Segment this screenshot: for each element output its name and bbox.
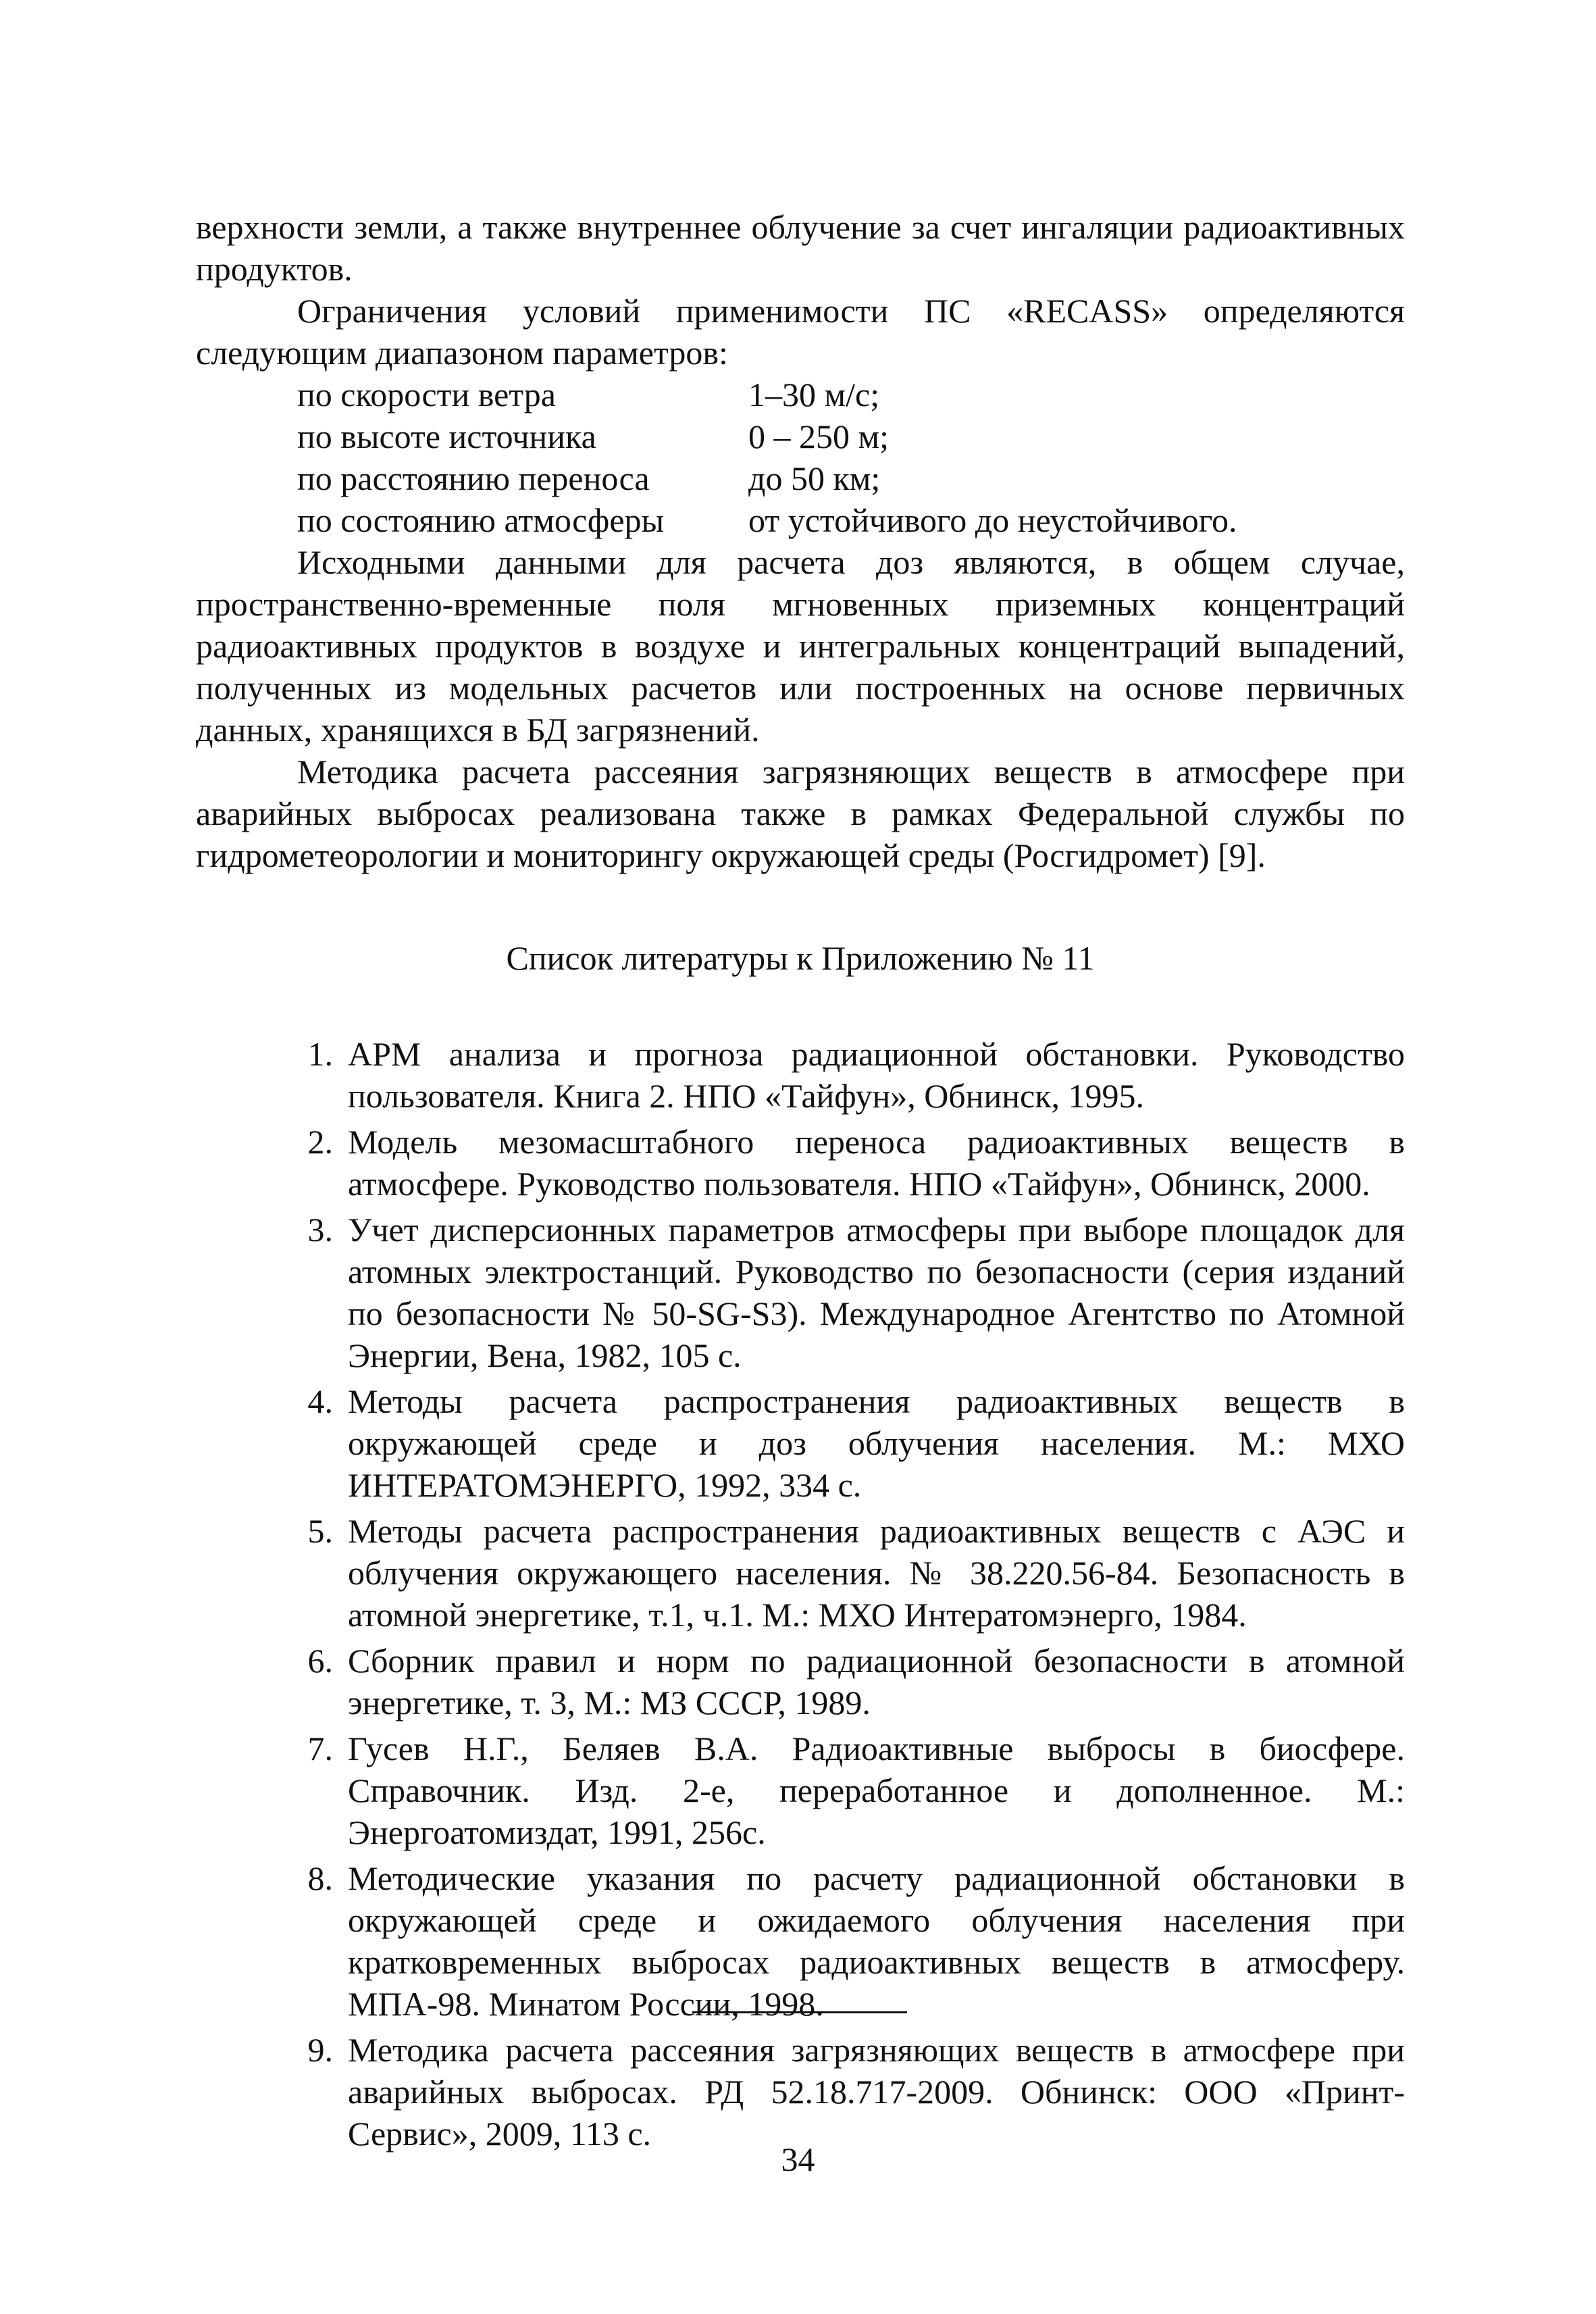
reference-number: 5. [307,1512,333,1550]
reference-number: 8. [307,1859,333,1897]
reference-number: 7. [307,1730,333,1767]
parameter-row [297,374,1405,416]
reference-text: Модель мезомасштабного переноса радиоактивных веществ в атмосфере. Руководство пользователя. НПО «Тайфун», Обнинск, 2000. [348,1123,1405,1203]
continuation-paragraph: верхности земли, а также внутреннее облучение за счет ингаляции радиоактивных продуктов. [196,208,1405,288]
reference-text: Гусев Н.Г., Беляев В.А. Радиоактивные выбросы в биосфере. Справочник. Изд. 2-е, переработанное и дополненное. М.: Энергоатомиздат, 1991, 256с. [348,1730,1405,1851]
reference-item [196,1510,1405,1636]
reference-text: Методика расчета рассеяния загрязняющих веществ в атмосфере при аварийных выбросах. РД 52.18.717-2009. Обнинск: ООО «Принт-Сервис», 2009, 113 с. [348,2031,1405,2153]
page-number: 34 [781,2140,815,2178]
reference-item [196,1640,1405,1724]
reference-item [196,2029,1405,2155]
reference-item [196,1033,1405,1117]
reference-number: 4. [307,1382,333,1420]
reference-item [196,1380,1405,1506]
reference-item [196,1728,1405,1853]
section-divider [692,2011,907,2013]
reference-text: Методы расчета распространения радиоактивных веществ с АЭС и облучения окружающего населения. № 38.220.56-84. Безопасность в атомной энергетике, т.1, ч.1. М.: МХО Интератомэнерго, 1984. [348,1512,1405,1634]
parameter-name: по состоянию атмосферы [297,501,665,539]
parameter-row [297,416,1405,457]
reference-number: 9. [307,2031,333,2069]
page-content [196,206,1405,2159]
reference-text: АРМ анализа и прогноза радиационной обстановки. Руководство пользователя. Книга 2. НПО «Тайфун», Обнинск, 1995. [348,1035,1405,1115]
references-title: Список литературы к Приложению № 11 [506,939,1095,977]
reference-number: 2. [307,1123,333,1161]
reference-text: Сборник правил и норм по радиационной безопасности в атомной энергетике, т. 3, М.: МЗ СССР, 1989. [348,1642,1405,1721]
parameter-value: 1–30 м/с; [748,376,880,413]
parameter-list [196,374,1405,541]
parameter-name: по расстоянию переноса [297,459,650,497]
reference-text: Методические указания по расчету радиационной обстановки в окружающей среде и ожидаемого облучения населения при кратковременных выбросах радиоактивных веществ в атмосферу. МПА-98. Минатом России, 1998. [348,1859,1405,2023]
reference-item [196,1857,1405,2025]
limits-intro-paragraph: Ограничения условий применимости ПС «RECASS» определяются следующим диапазоном параметров: [196,292,1405,372]
reference-number: 1. [307,1035,333,1073]
reference-text: Учет дисперсионных параметров атмосферы при выборе площадок для атомных электростанций. Руководство по безопасности (серия изданий по безопасности № 50-SG-S3). Международное Агентство по Атомной Энергии, Вена, 1982, 105 с. [348,1211,1405,1374]
parameter-value: от устойчивого до неустойчивого. [748,501,1237,539]
reference-item [196,1121,1405,1205]
parameter-value: 0 – 250 м; [748,418,890,455]
reference-text: Методы расчета распространения радиоактивных веществ в окружающей среде и доз облучения населения. М.: МХО ИНТЕРАТОМЭНЕРГО, 1992, 334 с. [348,1382,1405,1504]
method-note-paragraph: Методика расчета рассеяния загрязняющих веществ в атмосфере при аварийных выбросах реализована также в рамках Федеральной службы по гидрометеорологии и мониторингу окружающей среды (Росгидромет) [9]. [196,753,1405,874]
parameter-value: до 50 км; [748,459,881,497]
reference-number: 3. [307,1211,333,1249]
parameter-name: по скорости ветра [297,376,556,413]
reference-item [196,1209,1405,1376]
references-list [196,1033,1405,2155]
parameter-name: по высоте источника [297,418,596,455]
reference-number: 6. [307,1642,333,1680]
source-data-paragraph: Исходными данными для расчета доз являются, в общем случае, пространственно-временные поля мгновенных приземных концентраций радиоактивных продуктов в воздухе и интегральных концентраций выпадений, полученных из модельных расчетов или построенных на основе первичных данных, хранящихся в БД загрязнений. [196,543,1405,749]
parameter-row [297,499,1405,541]
parameter-row [297,457,1405,499]
